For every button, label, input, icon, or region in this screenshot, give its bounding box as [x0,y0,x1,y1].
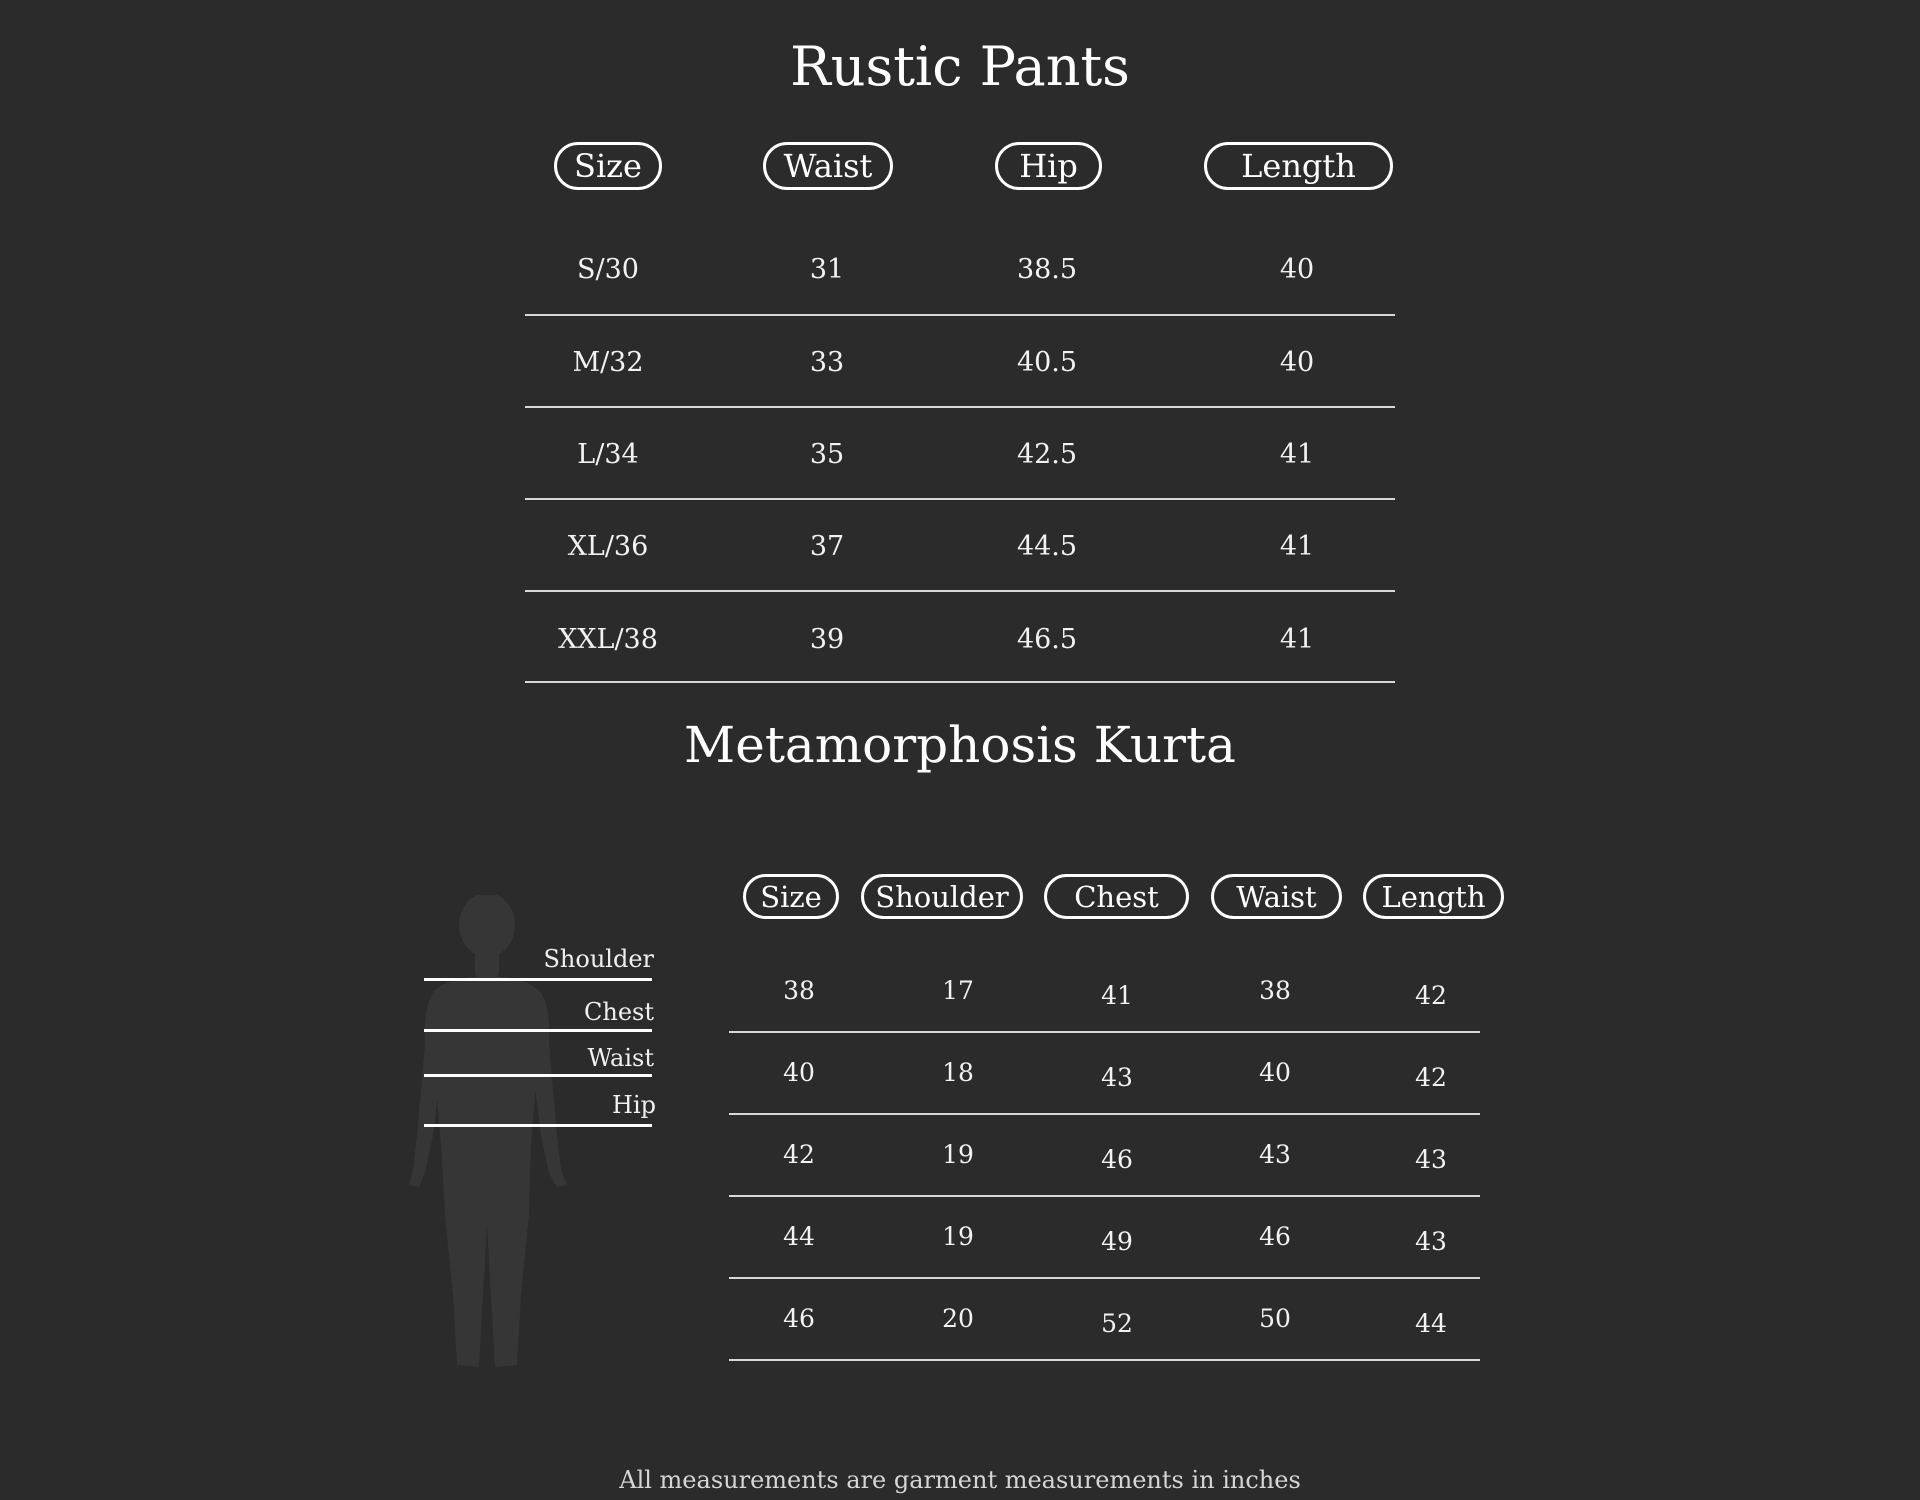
kurta-cell: 46 [783,1304,815,1333]
kurta-cell: 40 [783,1058,815,1087]
pants-cell: M/32 [572,347,644,378]
kurta-cell: 43 [1415,1227,1447,1256]
kurta-cell: 38 [783,976,815,1005]
figure-line-hip [424,1124,652,1127]
kurta-cell: 19 [942,1222,974,1251]
kurta-row-divider [729,1359,1480,1361]
kurta-cell: 38 [1259,976,1291,1005]
kurta-cell: 42 [1415,981,1447,1010]
pants-cell: 44.5 [1016,531,1078,562]
pants-cell: 41 [1279,439,1315,470]
pants-cell: XL/36 [567,531,649,562]
kurta-row-divider [729,1031,1480,1033]
pants-cell: 35 [809,439,845,470]
pants-cell: S/30 [577,254,639,285]
kurta-header-chest: Chest [1044,874,1189,919]
kurta-header-length: Length [1363,874,1504,919]
kurta-cell: 19 [942,1140,974,1169]
pants-title: Rustic Pants [790,35,1130,98]
kurta-cell: 17 [942,976,974,1005]
figure-line-waist [424,1074,652,1077]
pants-row-divider [525,681,1395,683]
kurta-row-divider [729,1113,1480,1115]
pants-cell: 39 [809,624,845,655]
kurta-cell: 42 [783,1140,815,1169]
figure-label-hip: Hip [612,1091,656,1119]
kurta-row-divider [729,1277,1480,1279]
pants-cell: 37 [809,531,845,562]
kurta-cell: 20 [942,1304,974,1333]
kurta-title: Metamorphosis Kurta [684,716,1236,774]
kurta-cell: 43 [1101,1063,1133,1092]
pants-cell: 40 [1279,347,1315,378]
pants-row-divider [525,406,1395,408]
kurta-cell: 18 [942,1058,974,1087]
pants-row-divider [525,590,1395,592]
kurta-header-size: Size [743,874,839,919]
pants-cell: 40.5 [1016,347,1078,378]
pants-cell: 41 [1279,624,1315,655]
pants-cell: XXL/38 [558,624,658,655]
figure-line-shoulder [424,978,652,981]
pants-header-hip: Hip [995,142,1102,190]
pants-cell: 33 [809,347,845,378]
footer-note: All measurements are garment measurements in inches [619,1466,1301,1494]
kurta-header-shoulder: Shoulder [861,874,1023,919]
kurta-cell: 50 [1259,1304,1291,1333]
kurta-cell: 44 [1415,1309,1447,1338]
pants-cell: 42.5 [1016,439,1078,470]
kurta-cell: 41 [1101,981,1133,1010]
pants-cell: 38.5 [1016,254,1078,285]
kurta-cell: 44 [783,1222,815,1251]
kurta-cell: 43 [1415,1145,1447,1174]
kurta-cell: 46 [1259,1222,1291,1251]
figure-label-shoulder: Shoulder [543,945,654,973]
kurta-cell: 52 [1101,1309,1133,1338]
pants-cell: 41 [1279,531,1315,562]
figure-label-waist: Waist [587,1044,654,1072]
kurta-row-divider [729,1195,1480,1197]
kurta-cell: 40 [1259,1058,1291,1087]
pants-cell: L/34 [577,439,639,470]
pants-header-size: Size [554,142,662,190]
pants-row-divider [525,314,1395,316]
kurta-cell: 43 [1259,1140,1291,1169]
kurta-cell: 42 [1415,1063,1447,1092]
pants-header-length: Length [1204,142,1393,190]
pants-cell: 40 [1279,254,1315,285]
kurta-header-waist: Waist [1211,874,1342,919]
kurta-cell: 49 [1101,1227,1133,1256]
pants-header-waist: Waist [763,142,893,190]
kurta-cell: 46 [1101,1145,1133,1174]
pants-cell: 31 [809,254,845,285]
figure-label-chest: Chest [584,998,654,1026]
pants-cell: 46.5 [1016,624,1078,655]
pants-row-divider [525,498,1395,500]
figure-line-chest [424,1029,652,1032]
